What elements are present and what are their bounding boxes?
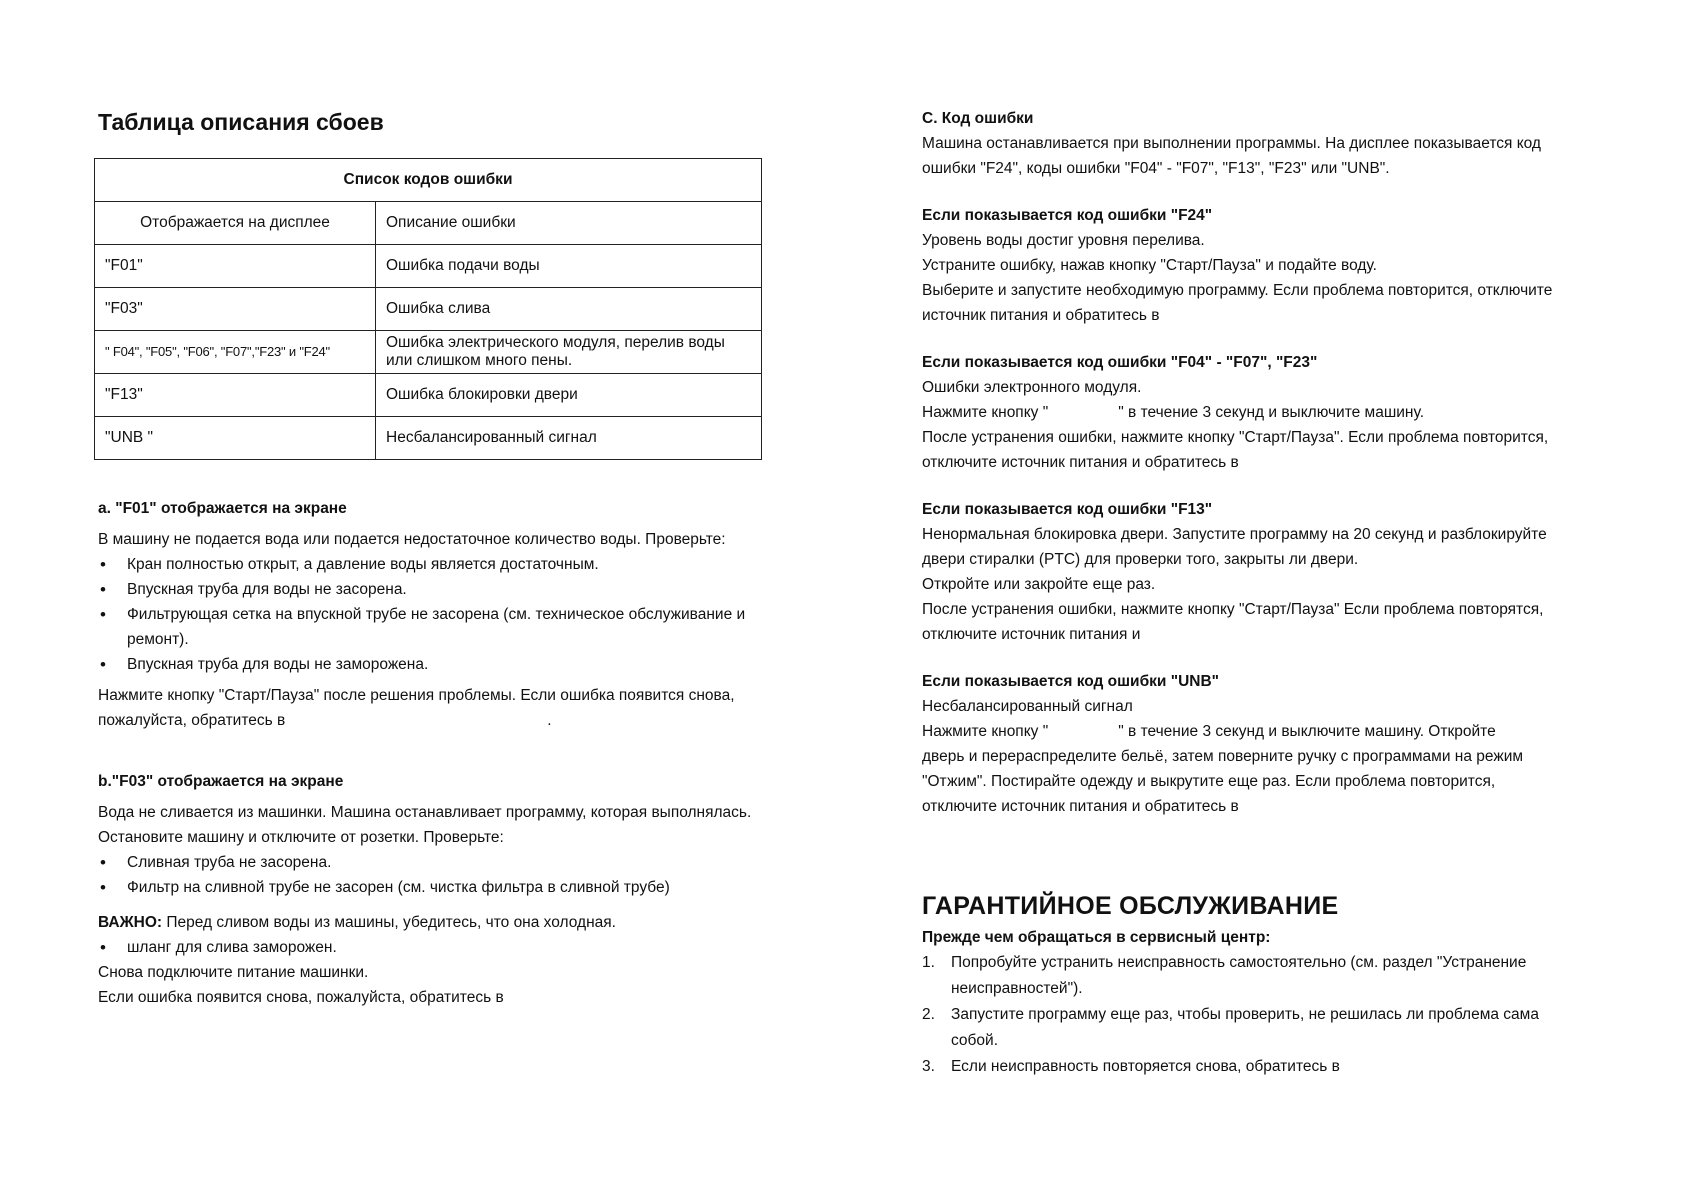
section-intro: В машину не подается вода или подается недостаточное количество воды. Проверьте: — [98, 531, 726, 548]
section-f01 — [98, 496, 798, 733]
section-line: двери стиралки (PTC) для проверки того, закрыты ли двери. — [922, 551, 1359, 568]
warranty-steps — [922, 950, 1582, 1080]
section-line: Машина останавливается при выполнении программы. На дисплее показывается код — [922, 135, 1541, 152]
section-heading: b."F03" отображается на экране — [98, 773, 344, 790]
step-line: неисправностей"). — [951, 980, 1083, 997]
section-outro-dot: . — [547, 712, 552, 729]
column-header-description: Описание ошибки — [376, 202, 762, 245]
section-heading: Если показывается код ошибки "F04" - "F07", "F23" — [922, 354, 1318, 371]
step-number: 2. — [922, 1006, 935, 1023]
error-code-cell: " F04", "F05", "F06", "F07","F23" и "F24" — [95, 331, 376, 374]
error-description-cell: Ошибка слива — [376, 288, 762, 331]
step-line: Попробуйте устранить неисправность самостоятельно (см. раздел "Устранение — [951, 954, 1527, 971]
section-line — [922, 400, 1582, 425]
table-caption: Список кодов ошибки — [95, 159, 762, 202]
table-row — [95, 245, 762, 288]
section-line: Выберите и запустите необходимую программу. Если проблема повторится, отключите — [922, 282, 1553, 299]
page-title: Таблица описания сбоев — [98, 109, 384, 135]
section-unb — [922, 669, 1582, 819]
section-heading: C. Код ошибки — [922, 110, 1034, 127]
error-codes-table — [94, 158, 762, 460]
column-header-code: Отображается на дисплее — [95, 202, 376, 245]
warranty-title: ГАРАНТИЙНОЕ ОБСЛУЖИВАНИЕ — [922, 892, 1339, 920]
table-header-row — [95, 202, 762, 245]
section-line: Вода не сливается из машинки. Машина останавливает программу, которая выполнялась. — [98, 804, 752, 821]
step-number: 1. — [922, 954, 935, 971]
list-item: • Кран полностью открыт, а давление воды является достаточным. — [98, 552, 798, 577]
error-description-cell: Ошибка блокировки двери — [376, 374, 762, 417]
list-item — [922, 1002, 1582, 1054]
section-line: ошибки "F24", коды ошибки "F04" - "F07", "F13", "F23" или "UNB". — [922, 160, 1390, 177]
section-heading: a. "F01" отображается на экране — [98, 500, 347, 517]
warranty-subtitle: Прежде чем обращаться в сервисный центр: — [922, 929, 1271, 946]
left-column — [98, 106, 798, 1010]
step-line: Запустите программу еще раз, чтобы проверить, не решилась ли проблема сама — [951, 1006, 1539, 1023]
list-item: • Сливная труба не засорена. — [98, 850, 798, 875]
section-line: отключите источник питания и обратитесь в — [922, 798, 1239, 815]
step-number: 3. — [922, 1058, 935, 1075]
section-text: Нажмите кнопку " — [922, 723, 1049, 740]
list-item: • Впускная труба для воды не заморожена. — [98, 652, 798, 677]
list-item: • шланг для слива заморожен. — [98, 935, 798, 960]
section-line: Откройте или закройте еще раз. — [922, 576, 1156, 593]
section-text: " в течение 3 секунд и выключите машину. Откройте — [1118, 723, 1496, 740]
error-description-cell: Ошибка подачи воды — [376, 245, 762, 288]
section-line: Ошибки электронного модуля. — [922, 379, 1142, 396]
check-list — [98, 552, 798, 677]
error-description-cell — [376, 331, 762, 374]
table-row — [95, 374, 762, 417]
section-outro-text: пожалуйста, обратитесь в — [98, 712, 286, 729]
section-line: Ненормальная блокировка двери. Запустите программу на 20 секунд и разблокируйте — [922, 526, 1547, 543]
list-item — [922, 950, 1582, 1002]
error-description-line: Ошибка электрического модуля, перелив воды — [386, 334, 725, 351]
table-row — [95, 417, 762, 460]
table-caption-row — [95, 159, 762, 202]
right-column — [922, 106, 1582, 1080]
list-item — [922, 1054, 1582, 1080]
section-heading: Если показывается код ошибки "F13" — [922, 501, 1213, 518]
section-heading: Если показывается код ошибки "F24" — [922, 207, 1213, 224]
section-line: отключите источник питания и обратитесь в — [922, 454, 1239, 471]
section-f24 — [922, 203, 1582, 328]
list-item: • Впускная труба для воды не засорена. — [98, 577, 798, 602]
section-line: Если ошибка появится снова, пожалуйста, обратитесь в — [98, 989, 504, 1006]
error-description-cell: Несбалансированный сигнал — [376, 417, 762, 460]
step-line: Если неисправность повторяется снова, обратитесь в — [951, 1058, 1340, 1075]
section-line — [922, 719, 1582, 744]
important-label: ВАЖНО: — [98, 914, 163, 931]
section-line: отключите источник питания и — [922, 626, 1141, 643]
section-heading: Если показывается код ошибки "UNB" — [922, 673, 1220, 690]
error-code-cell: "F01" — [95, 245, 376, 288]
section-line: "Отжим". Постирайте одежду и выкрутите еще раз. Если проблема повторится, — [922, 773, 1496, 790]
section-line: источник питания и обратитесь в — [922, 307, 1160, 324]
section-text: Нажмите кнопку " — [922, 404, 1049, 421]
error-code-cell: "UNB " — [95, 417, 376, 460]
error-code-cell: "F13" — [95, 374, 376, 417]
table-row — [95, 331, 762, 374]
list-item: • Фильтрующая сетка на впускной трубе не засорена (см. техническое обслуживание и ремонт). — [98, 602, 798, 652]
section-text: " в течение 3 секунд и выключите машину. — [1118, 404, 1424, 421]
section-f03 — [98, 769, 798, 1010]
check-list — [98, 935, 798, 960]
section-line: После устранения ошибки, нажмите кнопку "Старт/Пауза" Если проблема повторятся, — [922, 601, 1544, 618]
error-description-line: или слишком много пены. — [386, 352, 573, 369]
section-outro-line — [98, 708, 798, 733]
section-f04-f07 — [922, 350, 1582, 475]
important-note — [98, 910, 798, 935]
section-error-code — [922, 106, 1582, 181]
section-outro-line: Нажмите кнопку "Старт/Пауза" после решения проблемы. Если ошибка появится снова, — [98, 687, 735, 704]
section-line: дверь и перераспределите бельё, затем поверните ручку с программами на режим — [922, 748, 1524, 765]
section-f13 — [922, 497, 1582, 647]
section-line: После устранения ошибки, нажмите кнопку "Старт/Пауза". Если проблема повторится, — [922, 429, 1549, 446]
error-code-cell: "F03" — [95, 288, 376, 331]
section-line: Остановите машину и отключите от розетки. Проверьте: — [98, 829, 504, 846]
table-row — [95, 288, 762, 331]
section-line: Уровень воды достиг уровня перелива. — [922, 232, 1205, 249]
list-item: • Фильтр на сливной трубе не засорен (см. чистка фильтра в сливной трубе) — [98, 875, 798, 900]
warranty-section — [922, 889, 1582, 1080]
section-line: Несбалансированный сигнал — [922, 698, 1133, 715]
important-text: Перед сливом воды из машины, убедитесь, что она холодная. — [162, 914, 616, 931]
check-list — [98, 850, 798, 900]
section-line: Устраните ошибку, нажав кнопку "Старт/Пауза" и подайте воду. — [922, 257, 1377, 274]
step-line: собой. — [951, 1032, 999, 1049]
section-line: Снова подключите питание машинки. — [98, 964, 369, 981]
